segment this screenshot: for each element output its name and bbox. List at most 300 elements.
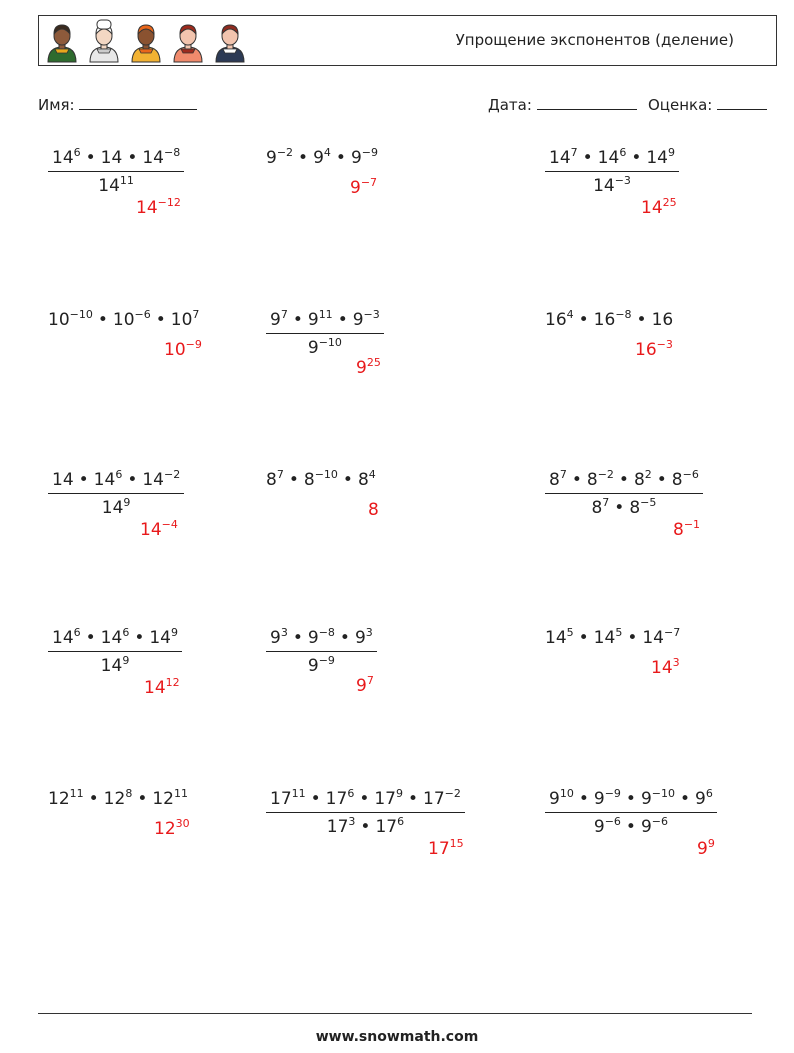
power-term bbox=[545, 628, 574, 648]
denominator bbox=[266, 813, 465, 837]
multiply-dot-icon: • bbox=[127, 148, 138, 168]
power-term bbox=[304, 470, 338, 490]
exponent: 3 bbox=[280, 626, 288, 639]
base: 14 bbox=[142, 470, 164, 490]
power-term bbox=[308, 310, 333, 330]
power-term bbox=[641, 817, 668, 837]
answer-exponent: 9 bbox=[707, 837, 715, 850]
problem bbox=[48, 148, 184, 196]
base: 14 bbox=[52, 628, 74, 648]
answer-exponent: −9 bbox=[185, 338, 202, 351]
base: 14 bbox=[149, 628, 171, 648]
answer-base: 10 bbox=[164, 340, 186, 360]
base: 9 bbox=[307, 310, 319, 330]
power-term bbox=[101, 148, 123, 168]
fraction bbox=[266, 789, 465, 837]
problem bbox=[545, 789, 717, 837]
power-term bbox=[102, 498, 131, 518]
answer-exponent: 30 bbox=[175, 817, 190, 830]
base: 8 bbox=[671, 470, 683, 490]
power-term bbox=[266, 148, 293, 168]
exponent: −8 bbox=[615, 308, 632, 321]
answer bbox=[140, 520, 178, 540]
answer bbox=[164, 340, 202, 360]
exponent: 7 bbox=[192, 308, 200, 321]
denominator bbox=[266, 334, 384, 358]
base: 14 bbox=[646, 148, 668, 168]
exponent: 7 bbox=[559, 468, 567, 481]
power-term bbox=[308, 656, 335, 676]
fraction bbox=[545, 789, 717, 837]
exponent: 4 bbox=[566, 308, 574, 321]
answer-base: 14 bbox=[140, 520, 162, 540]
problem bbox=[266, 470, 376, 490]
base: 9 bbox=[350, 148, 362, 168]
answer-base: 14 bbox=[651, 658, 673, 678]
base: 10 bbox=[112, 310, 135, 330]
power-term bbox=[52, 148, 81, 168]
power-term bbox=[149, 628, 178, 648]
footer-url[interactable]: www.snowmath.com bbox=[315, 1029, 479, 1045]
base: 14 bbox=[597, 148, 620, 168]
exponent: 7 bbox=[570, 146, 578, 159]
multiply-dot-icon: • bbox=[407, 789, 419, 809]
exponent: −3 bbox=[363, 308, 380, 321]
power-term bbox=[270, 789, 306, 809]
multiply-dot-icon: • bbox=[360, 817, 371, 837]
power-term bbox=[641, 789, 675, 809]
exponent: 6 bbox=[397, 815, 405, 828]
denominator bbox=[48, 494, 184, 518]
power-term bbox=[594, 310, 632, 330]
base: 9 bbox=[352, 310, 364, 330]
base: 9 bbox=[640, 789, 652, 809]
multiply-dot-icon: • bbox=[335, 148, 346, 168]
answer bbox=[154, 819, 190, 839]
exponent: −3 bbox=[614, 174, 631, 187]
multiply-dot-icon: • bbox=[342, 470, 353, 490]
answer-base: 14 bbox=[641, 198, 663, 218]
problem bbox=[48, 628, 182, 676]
exponent: 11 bbox=[119, 174, 134, 187]
base: 9 bbox=[266, 148, 277, 168]
fraction bbox=[545, 148, 679, 196]
multiply-dot-icon: • bbox=[310, 789, 321, 809]
power-term bbox=[629, 498, 656, 518]
multiply-dot-icon: • bbox=[298, 148, 309, 168]
base: 10 bbox=[48, 310, 70, 330]
exponent: −10 bbox=[318, 336, 342, 349]
exponent: 6 bbox=[122, 626, 130, 639]
fraction bbox=[48, 148, 184, 196]
base: 17 bbox=[423, 789, 445, 809]
base: 17 bbox=[375, 817, 398, 837]
numerator bbox=[48, 470, 184, 494]
answer-exponent: −7 bbox=[360, 176, 378, 189]
multiply-dot-icon: • bbox=[625, 789, 636, 809]
answer bbox=[144, 678, 180, 698]
exponent: −6 bbox=[682, 468, 699, 481]
exponent: 10 bbox=[559, 787, 574, 800]
name-blank[interactable] bbox=[79, 95, 197, 110]
base: 14 bbox=[101, 498, 124, 518]
exponent: 3 bbox=[348, 815, 356, 828]
answer-exponent: −12 bbox=[157, 196, 181, 209]
exponent: 9 bbox=[395, 787, 403, 800]
base: 8 bbox=[357, 470, 369, 490]
exponent: 11 bbox=[291, 787, 306, 800]
multiply-dot-icon: • bbox=[578, 628, 589, 648]
exponent: 5 bbox=[566, 626, 574, 639]
multiply-dot-icon: • bbox=[78, 470, 89, 490]
power-term bbox=[423, 789, 461, 809]
multiply-dot-icon: • bbox=[625, 817, 636, 837]
answer-exponent: 12 bbox=[165, 676, 180, 689]
base: 17 bbox=[270, 789, 292, 809]
problem bbox=[545, 470, 703, 518]
fraction bbox=[48, 470, 184, 518]
power-term bbox=[270, 310, 288, 330]
worksheet-title: Упрощение экспонентов (деление) bbox=[455, 31, 734, 49]
problem bbox=[48, 310, 199, 330]
exponent: 6 bbox=[73, 146, 81, 159]
problem bbox=[266, 789, 465, 837]
person-scarf-icon bbox=[45, 19, 79, 63]
answer-base: 8 bbox=[673, 520, 684, 540]
exponent: 11 bbox=[318, 308, 333, 321]
base: 16 bbox=[651, 310, 674, 330]
base: 9 bbox=[640, 817, 652, 837]
base: 12 bbox=[48, 789, 70, 809]
base: 9 bbox=[593, 817, 605, 837]
power-term bbox=[308, 338, 342, 358]
exponent: 11 bbox=[173, 787, 188, 800]
answer-exponent: −4 bbox=[161, 518, 178, 531]
exponent: −9 bbox=[361, 146, 378, 159]
denominator bbox=[48, 172, 184, 196]
base: 14 bbox=[642, 628, 664, 648]
multiply-dot-icon: • bbox=[614, 498, 625, 518]
numerator bbox=[266, 789, 465, 813]
exponent: 6 bbox=[619, 146, 627, 159]
multiply-dot-icon: • bbox=[627, 628, 638, 648]
power-term bbox=[142, 148, 180, 168]
power-term bbox=[351, 148, 378, 168]
exponent: −9 bbox=[604, 787, 621, 800]
power-term bbox=[549, 470, 567, 490]
base: 14 bbox=[52, 148, 74, 168]
base: 14 bbox=[93, 470, 116, 490]
power-term bbox=[326, 789, 355, 809]
answer-base: 14 bbox=[144, 678, 166, 698]
exponent: 4 bbox=[368, 468, 376, 481]
power-term bbox=[593, 176, 631, 196]
multiply-dot-icon: • bbox=[578, 789, 589, 809]
power-term bbox=[48, 310, 93, 330]
power-term bbox=[375, 817, 404, 837]
multiply-dot-icon: • bbox=[582, 148, 593, 168]
base: 14 bbox=[52, 470, 74, 490]
exponent: 6 bbox=[705, 787, 713, 800]
answer-base: 9 bbox=[356, 676, 367, 696]
answer-base: 8 bbox=[368, 500, 379, 520]
base: 8 bbox=[591, 498, 603, 518]
answer bbox=[697, 839, 715, 859]
person-suit-icon bbox=[213, 19, 247, 63]
base: 9 bbox=[307, 628, 319, 648]
exponent: 9 bbox=[123, 496, 131, 509]
multiply-dot-icon: • bbox=[578, 310, 589, 330]
base: 9 bbox=[270, 628, 281, 648]
problem bbox=[48, 789, 188, 809]
multiply-dot-icon: • bbox=[127, 470, 138, 490]
answer bbox=[350, 178, 377, 198]
multiply-dot-icon: • bbox=[636, 310, 647, 330]
multiply-dot-icon: • bbox=[656, 470, 667, 490]
power-term bbox=[327, 817, 356, 837]
power-term bbox=[52, 628, 81, 648]
multiply-dot-icon: • bbox=[134, 628, 145, 648]
exponent: 9 bbox=[667, 146, 675, 159]
answer-base: 14 bbox=[136, 198, 158, 218]
base: 9 bbox=[307, 338, 319, 358]
name-field[interactable] bbox=[38, 95, 197, 114]
denominator bbox=[48, 652, 182, 676]
power-term bbox=[545, 310, 574, 330]
answer-exponent: 25 bbox=[366, 356, 381, 369]
exponent: −8 bbox=[318, 626, 335, 639]
answer-exponent: 25 bbox=[662, 196, 677, 209]
grade-field[interactable] bbox=[648, 95, 767, 114]
multiply-dot-icon: • bbox=[137, 789, 148, 809]
numerator bbox=[545, 148, 679, 172]
base: 9 bbox=[270, 310, 281, 330]
fraction bbox=[545, 470, 703, 518]
exponent: −10 bbox=[69, 308, 93, 321]
base: 17 bbox=[326, 817, 349, 837]
exponent: −5 bbox=[640, 496, 657, 509]
base: 8 bbox=[549, 470, 560, 490]
multiply-dot-icon: • bbox=[679, 789, 691, 809]
multiply-dot-icon: • bbox=[339, 628, 350, 648]
chef-icon bbox=[87, 19, 121, 63]
power-term bbox=[374, 789, 403, 809]
exponent: −9 bbox=[318, 654, 335, 667]
base: 10 bbox=[170, 310, 193, 330]
multiply-dot-icon: • bbox=[85, 628, 96, 648]
multiply-dot-icon: • bbox=[292, 310, 303, 330]
exponent: 7 bbox=[276, 468, 284, 481]
base: 14 bbox=[545, 628, 567, 648]
power-term bbox=[695, 789, 713, 809]
base: 8 bbox=[303, 470, 315, 490]
base: 14 bbox=[100, 148, 123, 168]
power-term bbox=[642, 628, 680, 648]
power-term bbox=[587, 470, 614, 490]
base: 17 bbox=[325, 789, 348, 809]
answer-base: 12 bbox=[154, 819, 176, 839]
answer bbox=[635, 340, 673, 360]
answer-exponent: 15 bbox=[449, 837, 464, 850]
base: 9 bbox=[313, 148, 324, 168]
base: 17 bbox=[374, 789, 396, 809]
date-field[interactable] bbox=[488, 95, 637, 114]
numerator bbox=[48, 148, 184, 172]
multiply-dot-icon: • bbox=[631, 148, 642, 168]
base: 8 bbox=[586, 470, 598, 490]
problem bbox=[545, 148, 679, 196]
base: 9 bbox=[307, 656, 319, 676]
exponent: −2 bbox=[597, 468, 614, 481]
base: 9 bbox=[695, 789, 706, 809]
multiply-dot-icon: • bbox=[359, 789, 370, 809]
power-term bbox=[591, 498, 609, 518]
answer bbox=[673, 520, 700, 540]
power-term bbox=[104, 789, 133, 809]
power-term bbox=[101, 628, 130, 648]
multiply-dot-icon: • bbox=[88, 789, 99, 809]
base: 8 bbox=[629, 498, 641, 518]
problem bbox=[48, 470, 184, 518]
multiply-dot-icon: • bbox=[155, 310, 166, 330]
exponent: −2 bbox=[163, 468, 181, 481]
exponent: −10 bbox=[314, 468, 338, 481]
answer-exponent: 7 bbox=[366, 674, 374, 687]
base: 9 bbox=[593, 789, 605, 809]
multiply-dot-icon: • bbox=[571, 470, 582, 490]
power-term bbox=[142, 470, 180, 490]
base: 12 bbox=[103, 789, 126, 809]
numerator bbox=[545, 789, 717, 813]
base: 14 bbox=[98, 176, 120, 196]
answer bbox=[356, 676, 374, 696]
base: 9 bbox=[354, 628, 366, 648]
power-term bbox=[113, 310, 151, 330]
power-term bbox=[358, 470, 376, 490]
date-blank[interactable] bbox=[537, 95, 637, 110]
denominator bbox=[545, 494, 703, 518]
power-term bbox=[549, 789, 574, 809]
answer-exponent: 3 bbox=[672, 656, 680, 669]
exponent: −6 bbox=[651, 815, 668, 828]
denominator bbox=[266, 652, 377, 676]
power-term bbox=[48, 789, 84, 809]
grade-blank[interactable] bbox=[717, 95, 767, 110]
multiply-dot-icon: • bbox=[288, 470, 299, 490]
denominator bbox=[545, 172, 679, 196]
numerator bbox=[48, 628, 182, 652]
answer-base: 17 bbox=[428, 839, 450, 859]
problem bbox=[545, 628, 680, 648]
answer-exponent: −1 bbox=[683, 518, 701, 531]
multiply-dot-icon: • bbox=[618, 470, 629, 490]
answer bbox=[368, 500, 379, 520]
power-term bbox=[549, 148, 578, 168]
denominator bbox=[545, 813, 717, 837]
base: 8 bbox=[266, 470, 277, 490]
exponent: −2 bbox=[276, 146, 294, 159]
base: 14 bbox=[100, 656, 123, 676]
person-orange-shirt-icon bbox=[129, 19, 163, 63]
power-term bbox=[52, 470, 74, 490]
base: 16 bbox=[545, 310, 567, 330]
numerator bbox=[545, 470, 703, 494]
exponent: 3 bbox=[365, 626, 373, 639]
base: 9 bbox=[549, 789, 560, 809]
power-term bbox=[308, 628, 335, 648]
exponent: −2 bbox=[444, 787, 461, 800]
power-term bbox=[266, 470, 284, 490]
base: 16 bbox=[593, 310, 616, 330]
worksheet-header bbox=[38, 15, 777, 66]
exponent: 7 bbox=[280, 308, 288, 321]
exponent: −6 bbox=[604, 815, 621, 828]
power-term bbox=[171, 310, 200, 330]
exponent: −6 bbox=[134, 308, 151, 321]
multiply-dot-icon: • bbox=[292, 628, 303, 648]
exponent: 2 bbox=[644, 468, 652, 481]
power-term bbox=[646, 148, 675, 168]
multiply-dot-icon: • bbox=[337, 310, 348, 330]
power-term bbox=[101, 656, 130, 676]
fraction bbox=[266, 628, 377, 676]
exponent: 4 bbox=[323, 146, 331, 159]
answer bbox=[651, 658, 680, 678]
power-term bbox=[270, 628, 288, 648]
base: 12 bbox=[152, 789, 174, 809]
exponent: 6 bbox=[115, 468, 123, 481]
power-term bbox=[594, 628, 623, 648]
answer bbox=[356, 358, 381, 378]
power-term bbox=[152, 789, 188, 809]
power-term bbox=[598, 148, 627, 168]
power-term bbox=[353, 310, 380, 330]
power-term bbox=[634, 470, 652, 490]
power-term bbox=[94, 470, 123, 490]
exponent: 9 bbox=[122, 654, 130, 667]
answer-base: 9 bbox=[697, 839, 708, 859]
exponent: 6 bbox=[347, 787, 355, 800]
exponent: −8 bbox=[163, 146, 181, 159]
exponent: 9 bbox=[170, 626, 178, 639]
person-red-hair-icon bbox=[171, 19, 205, 63]
answer-base: 9 bbox=[356, 358, 367, 378]
base: 8 bbox=[633, 470, 645, 490]
exponent: 7 bbox=[602, 496, 610, 509]
fraction bbox=[266, 310, 384, 358]
exponent: 8 bbox=[125, 787, 133, 800]
answer bbox=[428, 839, 464, 859]
grade-label: Оценка: bbox=[648, 96, 713, 114]
problem bbox=[545, 310, 673, 330]
answer-base: 16 bbox=[635, 340, 657, 360]
fraction bbox=[48, 628, 182, 676]
exponent: 5 bbox=[615, 626, 623, 639]
multiply-dot-icon: • bbox=[85, 148, 96, 168]
answer-base: 9 bbox=[350, 178, 361, 198]
power-term bbox=[594, 789, 621, 809]
power-term bbox=[594, 817, 621, 837]
answer-exponent: −3 bbox=[656, 338, 673, 351]
date-label: Дата: bbox=[488, 96, 532, 114]
base: 14 bbox=[142, 148, 164, 168]
base: 14 bbox=[549, 148, 571, 168]
avatar-row bbox=[45, 19, 247, 63]
power-term bbox=[672, 470, 699, 490]
name-label: Имя: bbox=[38, 96, 75, 114]
problem bbox=[266, 310, 384, 358]
exponent: 6 bbox=[73, 626, 81, 639]
